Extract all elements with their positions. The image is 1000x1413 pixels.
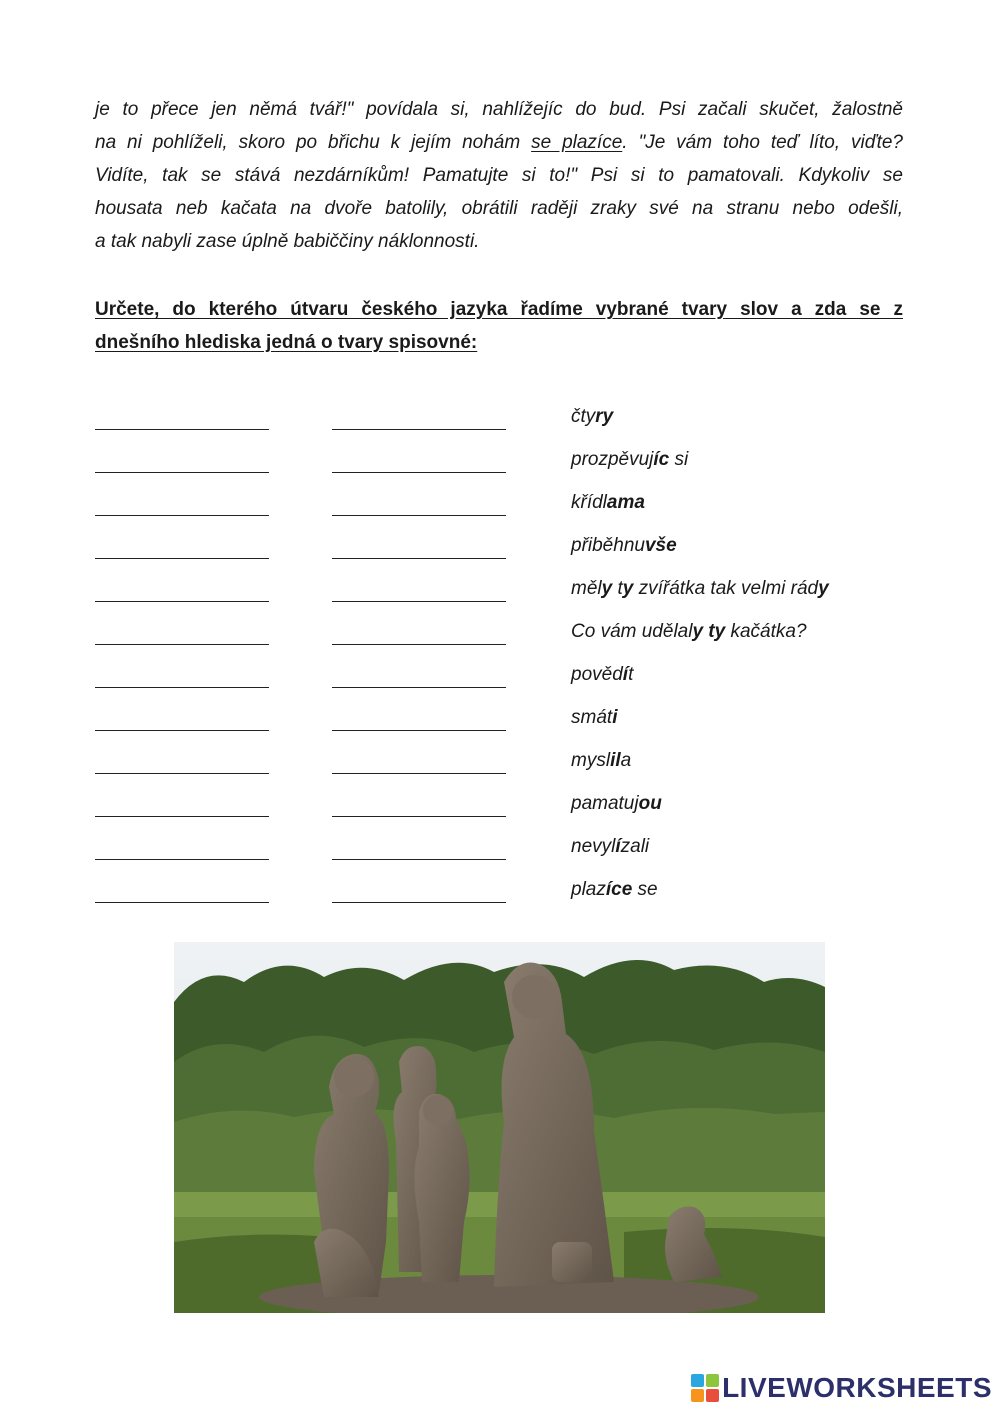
answer-blank-variety[interactable] (95, 644, 269, 645)
answer-blank-variety[interactable] (95, 515, 269, 516)
answer-blank-standard[interactable] (332, 515, 506, 516)
answer-blank-standard[interactable] (332, 472, 506, 473)
answer-blank-standard[interactable] (332, 773, 506, 774)
logo-text: LIVEWORKSHEETS (722, 1372, 992, 1403)
word-form: měly ty zvířátka tak velmi rády (571, 578, 829, 599)
task-instruction (95, 293, 903, 359)
answer-row (0, 618, 1000, 661)
answer-blank-standard[interactable] (332, 859, 506, 860)
passage-line: a tak nabyli zase úplně babiččiny náklonnosti. (95, 231, 480, 252)
statue-group-image (174, 942, 825, 1313)
answer-blank-standard[interactable] (332, 687, 506, 688)
answer-blank-variety[interactable] (95, 558, 269, 559)
answer-blank-variety[interactable] (95, 687, 269, 688)
answer-row (0, 833, 1000, 876)
answer-row (0, 876, 1000, 919)
answer-row (0, 403, 1000, 446)
answer-blank-variety[interactable] (95, 816, 269, 817)
story-passage (95, 93, 903, 258)
task-line: dnešního hlediska jedná o tvary spisovné: (95, 332, 478, 353)
statue-photo (174, 942, 825, 1313)
answer-blank-standard[interactable] (332, 902, 506, 903)
answer-row (0, 661, 1000, 704)
answer-blank-variety[interactable] (95, 902, 269, 903)
underlined-phrase: se plazíce (531, 132, 623, 153)
answer-blank-standard[interactable] (332, 730, 506, 731)
answer-row (0, 532, 1000, 575)
answer-blank-variety[interactable] (95, 859, 269, 860)
word-form: přiběhnuvše (571, 535, 677, 556)
word-form: prozpěvujíc si (571, 449, 689, 470)
word-form: plazíce se (571, 879, 658, 900)
answer-blank-standard[interactable] (332, 644, 506, 645)
word-form: křídlama (571, 492, 645, 513)
answer-row (0, 747, 1000, 790)
answer-blank-variety[interactable] (95, 472, 269, 473)
answer-blank-standard[interactable] (332, 558, 506, 559)
word-form: pamatujou (571, 793, 662, 814)
answer-blank-standard[interactable] (332, 601, 506, 602)
liveworksheets-logo-icon (691, 1374, 719, 1402)
word-form: nevylízali (571, 836, 650, 857)
passage-line: housata neb kačata na dvoře batolily, obrátili raději zraky své na stranu nebo odešli, (95, 198, 903, 219)
word-form: Co vám udělaly ty kačátka? (571, 621, 807, 642)
answer-blank-variety[interactable] (95, 730, 269, 731)
task-line: Určete, do kterého útvaru českého jazyka řadíme vybrané tvary slov a zda se z (95, 299, 903, 320)
answer-blank-standard[interactable] (332, 429, 506, 430)
answer-blank-standard[interactable] (332, 816, 506, 817)
word-form: myslila (571, 750, 632, 771)
answer-row (0, 704, 1000, 747)
answer-blank-variety[interactable] (95, 773, 269, 774)
passage-line: je to přece jen němá tvář!" povídala si, nahlížejíc do bud. Psi začali skučet, žalostně (95, 99, 903, 120)
answer-row (0, 575, 1000, 618)
word-form: povědít (571, 664, 634, 685)
passage-line: na ni pohlíželi, skoro po břichu k jejím nohám se plazíce. "Je vám toho teď líto, viďte? (95, 132, 903, 153)
word-form: smáti (571, 707, 618, 728)
liveworksheets-logo (691, 1371, 992, 1405)
answer-row (0, 790, 1000, 833)
answer-blank-variety[interactable] (95, 429, 269, 430)
answer-blank-variety[interactable] (95, 601, 269, 602)
answer-row (0, 446, 1000, 489)
word-form: čtyry (571, 406, 614, 427)
answer-row (0, 489, 1000, 532)
passage-line: Vidíte, tak se stává nezdárníkům! Pamatujte si to!" Psi si to pamatovali. Kdykoliv se (95, 165, 903, 186)
